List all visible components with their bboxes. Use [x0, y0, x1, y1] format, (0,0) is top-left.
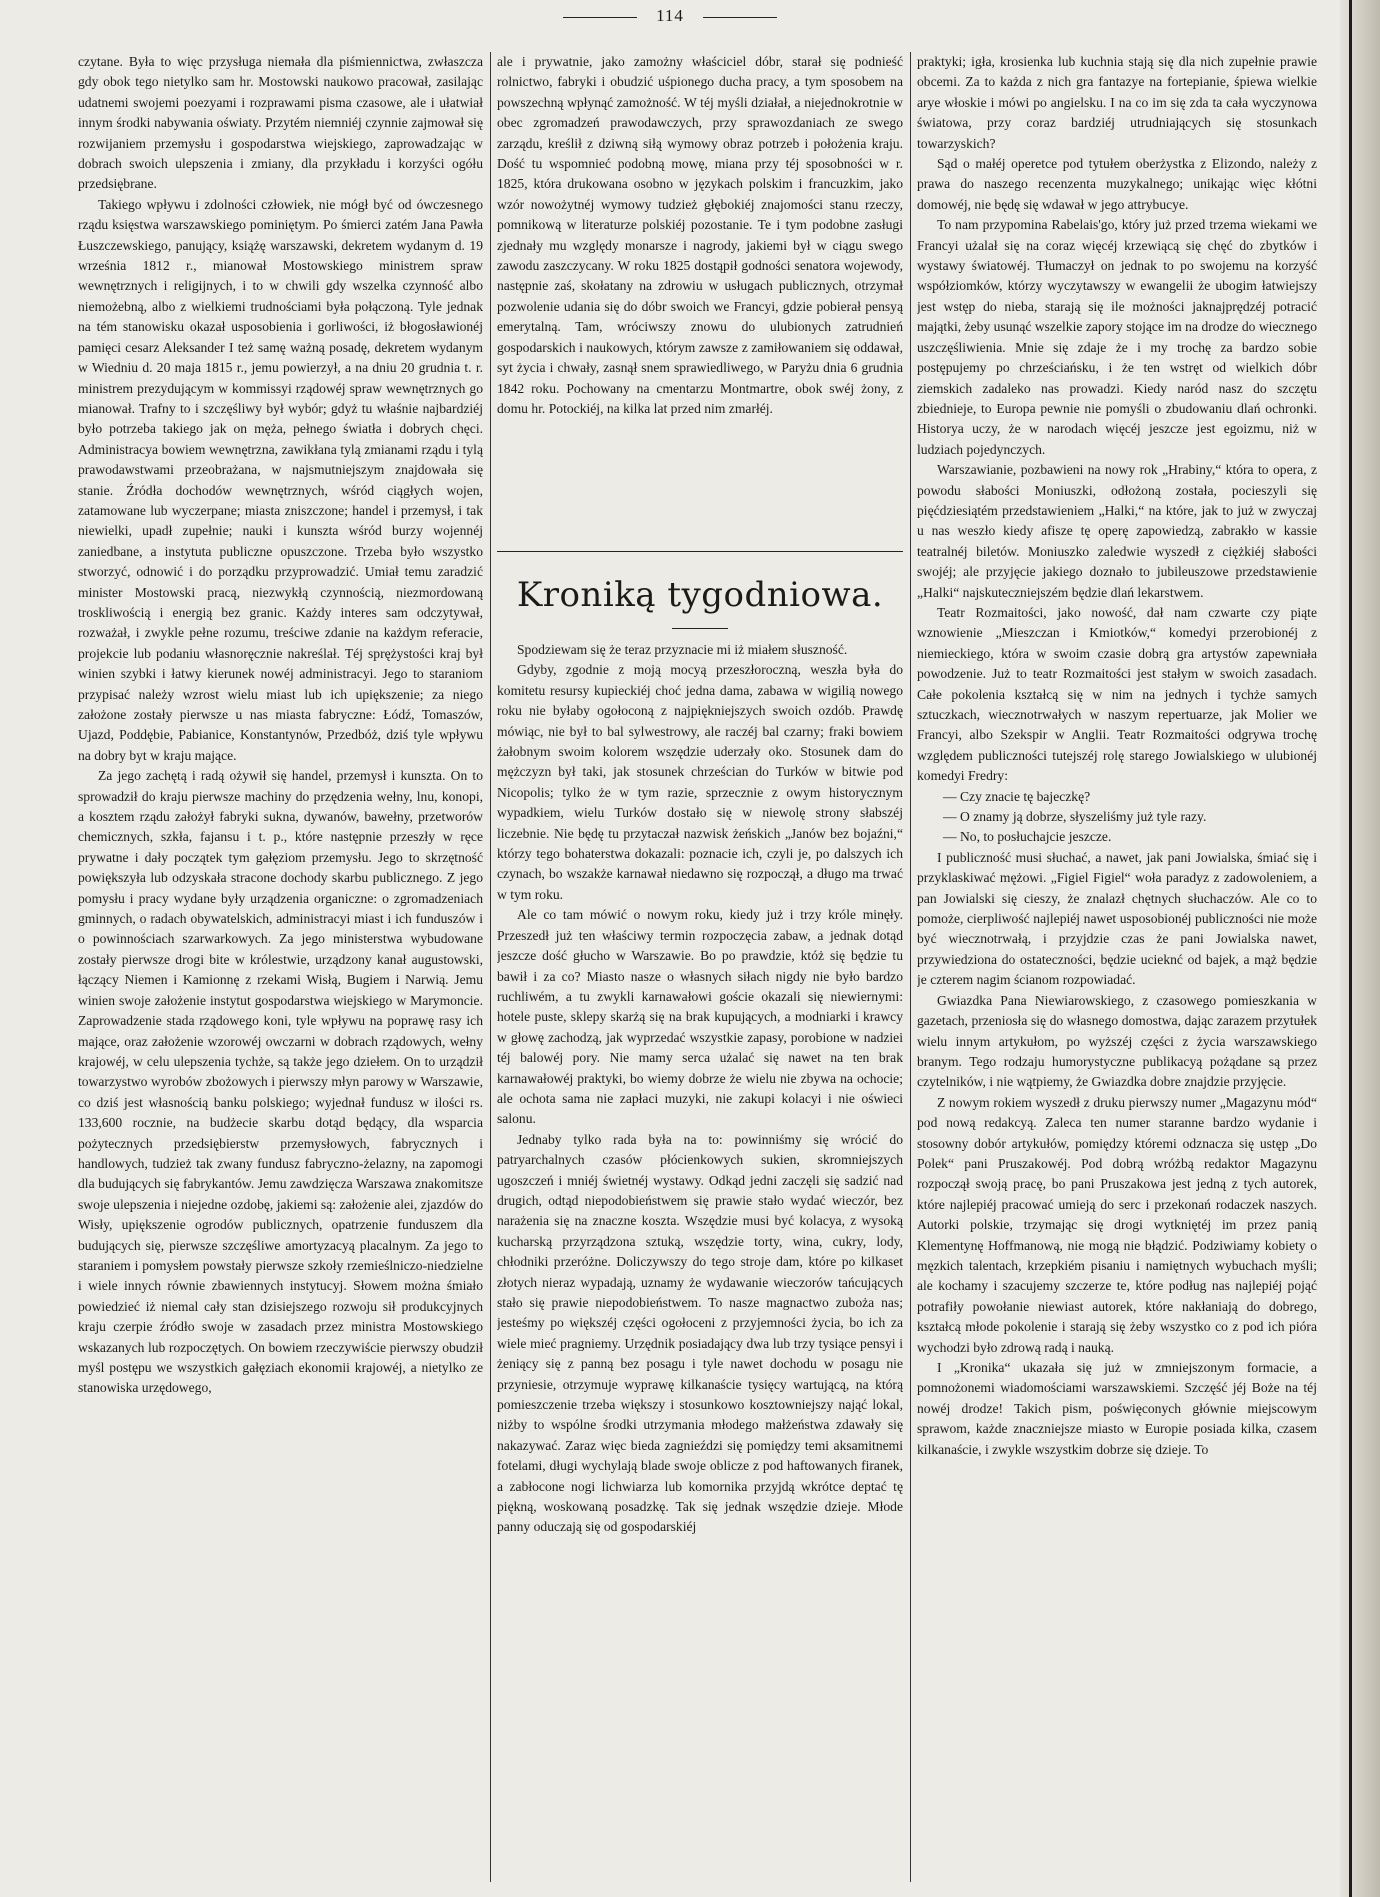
section-rule [497, 551, 903, 552]
column-3-paragraph: Teatr Rozmaitości, jako nowość, dał nam czwarte czy piąte wznowienie „Mieszczan i Kmiotków,“ komedyi przerobionéj z niemieckiego, która w swoim czasie dobrą gra artystów zapewniała powodzenie. Już to teatr Rozmaitości jest stałym w swoich zasadach. Całe pokolenia kształcą się w nim na jednych i tychże samych sztuczkach, wiecznotrwałych w naszym repertuarze, jak Molier we Francyi, albo Szekspir w Anglii. Teatr Rozmaitości odgrywa trochę względem publiczności tutejszéj rolę starego Jowialskiego w ulubionéj komedyi Fredry: [917, 604, 1317, 784]
column-3-paragraph: Gwiazdka Pana Niewiarowskiego, z czasowego pomieszkania w gazetach, przeniosła się do własnego domostwa, dając zarazem przytułek wielu innym artykułom, po wyższéj części z życia warszawskiego branym. Tego rodzaju humorystyczne publikacyą pożądane są przez czytelników, i nie wątpiemy, że Gwiazdka dobre znajdzie przyjęcie. [917, 992, 1317, 1090]
kronika-paragraph: Spodziewam się że teraz przyznacie mi iż miałem słuszność. [517, 642, 848, 657]
column-3-paragraph: I publiczność musi słuchać, a nawet, jak pani Jowialska, śmiać się i przyklaskiwać mężowi. „Figiel Figiel“ woła paradyz z zadowoleniem, a pan Jowialski się cieszy, że znalazł chętnych słuchaczów. Ale co to pomoże, cierpliwość najlepiéj nawet usposobionéj publiczności nie może być wiecznotrwałą, i przyjdzie czas że pani Jowialska nawet, przywiedziona do ostateczności, będzie ucieknć od bajek, a mąż będzie je czterem nagim ścianom rozpowiadać. [917, 849, 1317, 988]
column-3-paragraph: I „Kronika“ ukazała się już w zmniejszonym formacie, a pomnożonemi wiadomościami warszawskiemi. Szczęść jéj Boże na téj nowéj drodze! Takich pism, poświęconych głównie miejscowym sprawom, każde znaczniejsze miasto w Europie posiada kilka, czasem kilkanaście, i zwykle wszystkim dobrze się dzieje. To [917, 1360, 1317, 1457]
column-rule-2 [910, 52, 911, 1882]
column-rule-1 [490, 52, 491, 1882]
folio-dash-left [563, 17, 637, 18]
page-folio [0, 6, 1340, 26]
dialog-block [917, 787, 1317, 848]
column-1-paragraph: Za jego zachętą i radą ożywił się handel, przemysł i kunszta. On to sprowadził do kraju pierwsze machiny do przędzenia wełny, lnu, konopi, a kosztem rządu założył fabryki sukna, dywanów, bawełny, przetworów chemicznych, szkła, fajansu i t. p., które następnie przeszły w ręce prywatne i dały początek tym gałęziom przemysłu. Jego to skrzętność powiększyła lub odzyskała stracone dochody skarbu publicznego. Z jego pomysłu i pracy wydane były urządzenia organiczne: o zgromadzeniach gminnych, o radach obywatelskich, administracyi miast i ich funduszów i o powinnościach szarwarkowych. Za jego ministerstwa wybudowane zostały pierwsze drogi bite w królestwie, urządzony kanał augustowski, łączący Niemen i Kamionnę z rzekami Wisłą, Bugiem i Narwią. Jemu winien swoje założenie instytut gospodarstwa wiejskiego w Marymoncie. Zaprowadzenie stada rządowego koni, tyle wpływu na poprawę rasy ich mające, oraz założenie wzorowéj owczarni w dobrach rządowych, wełny krajowéj, w celu ulepszenia tychże, są także jego dziełem. On to urządził towarzystwo wyrobów zbożowych i pierwszy młyn parowy w Warszawie, co dziś jest własnością banku polskiego; wyjednał fundusz w ilości rs. 133,600 rocznie, na budżecie skarbu dotąd będący, dla wsparcia pożytecznych przedsiębierstw przemysłowych, fabrycznych i handlowych, tudzież tak zwany fundusz fabryczno-żelazny, na zapomogi dla budujących się fabrykantów. Jemu zawdzięcza Warszawa znakomitsze swoje ulepszenia i niejedne ozdobę, jakiemi są: założenie alei, zjazdów do Wisły, upiększenie ogrodów publicznych, opatrzenie funduszem dla budujących się, pierwsze szczęśliwe amortyzacyą placalnym. Za jego to staraniem i pomysłem powstały pierwsze szkoły rzemieślniczo-niedzielne i wiele innych równie zbawiennych instytucyj. Słowem można śmiało powiedzieć iż niemal cały stan dzisiejszego rozwoju sił produkcyjnych kraju czerpie źródło swoje w zasadach przez ministra Mostowskiego wskazanych lub rozpoczętych. On bowiem rzeczywiście pierwszy obudził myśl postępu we wszystkich gałęziach ekonomii krajowéj, a nietylko ze stanowiska urzędowego, [78, 768, 483, 1396]
column-3-paragraph: Warszawianie, pozbawieni na nowy rok „Hrabiny,“ która to opera, z powodu słabości Moniuszki, odłożoną została, pocieszyli się pięćdziesiątém przedstawieniem „Halki,“ na które, jak to już w zwyczaj u nas weszło kiedy afisze tę operę zapowiedzą, zabrakło w kassie teatralnéj biletów. Moniuszko zaledwie wyszedł z ciężkiéj słabości swojéj; ale przyjęcie jakiego doznało to jubileuszowe przedstawienie „Halki“ najskuteczniejszém będzie dlań lekarstwem. [917, 462, 1317, 600]
kronika-paragraph: Ale co tam mówić o nowym roku, kiedy już i trzy króle minęły. Przeszedł już ten właściwy termin rozpoczęcia zabaw, a jednak dotąd jeszcze dość głucho w Warszawie. Bo po prawdzie, któż się będzie tu bawił i za co? Miasto nasze o własnych siłach nigdy nie było bardzo ruchliwém, a tu zwykli karnawałowi goście okazali się niewiernymi: hotele puste, sklepy skarżą się na brak kupujących, a modniarki i krawcy w głowę zachodzą, jak wyprzedać wszystkie zapasy, porobione w nadziei téj balowéj pory. Nie mamy serca użalać się nawet na ten brak karnawałowéj praktyki, bo wiemy dobrze że wielu nie zbywa na ochocie; ale ochota sama nie zapłaci muzyki, nie zakupi kolacyi i nie oświeci salonu. [497, 907, 903, 1127]
column-2-paragraph: ale i prywatnie, jako zamożny właściciel dóbr, starał się podnieść rolnictwo, fabryki i obudzić uśpionego ducha pracy, a tym sposobem na powszechną wpłynąć zamożność. W téj myśli działał, a niejednokrotnie w obec zgromadzeń prawodawczych, przy sprawozdaniach ze swego zarządu, kreślił z dziwną siłą wymowy obraz potrzeb i położenia kraju. Dość tu wspomnieć podobną mowę, miana przy téj sposobności w r. 1825, która drukowana osobno w językach polskim i francuzkim, jako wzór nowożytnéj wymowy tudzież głębokiéj znajomości stanu rzeczy, pomnikową w literaturze polskiéj pozostanie. Te i tym podobne zasługi zjednały mu względy monarsze i nagrody, jakiemi był w ciągu swego zawodu zaszczycany. W roku 1825 dostąpił godności senatora wojewody, następnie zaś, skołatany na zdrowiu w usługach publicznych, otrzymał pozwolenie udania się do dóbr swoich we Francyi, gdzie pobierał pensyą emerytalną. Tam, wróciwszy znowu do ulubionych zatrudnień gospodarskich i naukowych, którym zawsze z zamiłowaniem się oddawał, syt życia i chwały, zasnął snem sprawiedliwego, w Paryżu dnia 6 grudnia 1842 roku. Pochowany na cmentarzu Montmartre, obok swéj żony, z domu hr. Potockiéj, na kilka lat przed nim zmarłéj. [497, 54, 903, 416]
page-number: 114 [656, 6, 684, 25]
kronika-paragraph: Jednaby tylko rada była na to: powinniśmy się wrócić do patryarchalnych czasów płócienkowych sukien, skromniejszych ugoszczeń i mniéj świetnéj wystawy. Odkąd jedni zaczęli się sadzić nad drugich, odtąd niepodobieństwem się prawie stało wydać wieczór, bez narażenia się na znaczne koszta. Wszędzie musi być kolacya, z wysoką kucharską przyrządzona sztuką, wszędzie torty, wina, cukry, lody, chłodniki przeróżne. Doliczywszy do tego stroje dam, które po kilkaset złotych nieraz wypadają, uznamy że wydawanie wieczorów tańcujących stało się prawie niepodobieństwem. To nasze magnactwo zuboża nas; jesteśmy po większéj części ogołoceni z przyjemności życia, bo ich za wiele mieć pragniemy. Urzędnik posiadający dwa lub trzy tysiące pensyi i żeniący się z panną bez posagu i tyle nawet dochodu w posagu nie przyniesie, otrzymuje wyprawę kilkanaście tysięcy wartującą, na którą pomieszczenie trzeba większy i stosunkowo kosztowniejszy nająć lokal, niżby to wspólne środki utrzymania młodego małżeństwa zdawały się nakazywać. Zaraz więc bieda zagnieździ się pomiędzy temi aksamitnemi fotelami, długi wychylają blade swoje oblicze z pod haftowanych firanek, a zabłocone nogi lichwiarza lub komornika przyjdą wkrótce deptać tę piękną, woskowaną posadzkę. Tak się jednak wszędzie dzieje. Młode panny oduczają się od gospodarskiéj [497, 1131, 903, 1535]
dialog-line: — No, to posłuchajcie jeszcze. [943, 829, 1112, 845]
folio-dash-right [703, 17, 777, 18]
column-1-paragraph: Takiego wpływu i zdolności człowiek, nie mógł być od ówczesnego rządu księstwa warszawskiego pominiętym. Po śmierci zatém Jana Pawła Łuszczewskiego, panujący, książę warszawski, dekretem wydanym d. 19 września 1812 r., mianował Mostowskiego ministrem spraw wewnętrznych i religijnych, i to w chwili gdy wszelka czynność albo niemożebną, albo z wielkiemi trudnościami była połączoną. Tyle jednak na tém stanowisku okazał usposobienia i gorliwości, iż błogosławionéj pamięci cesarz Aleksander I też samę ważną posadę, dekretem wydanym w Wiedniu d. 20 maja 1815 r., jemu powierzył, a na dniu 20 grudnia t. r. ministrem prezydującym w kommissyi rządowéj spraw wewnętrznych go mianował. Trafny to i szczęśliwy był wybór; gdyż tu właśnie najbardziéj było potrzeba takiego jak on męża, pełnego światła i dobrych chęci. Administracya bowiem wewnętrzna, zawikłana tylą zmianami rządu i tylą prawodawstwami przeobrażana, w najsmutniejszym znajdowała się stanie. Źródła dochodów wewnętrznych, wśród ciągłych wojen, zatamowane lub wyczerpane; miasta zniszczone; handel i przemysł, i tak niewielki, upadł zupełnie; nauki i kunszta wśród burzy wojennéj zaniedbane, a instytuta publiczne opuszczone. Trzeba było wszystko stworzyć, odnowić i do porządku przyprowadzić. Umiał temu zaradzić minister Mostowski pracą, niezwykłą czynnością, niezmordowaną troskliwością i energią bez granic. Każdy interes sam odczytywał, rozważał, i zwykle pełne rozumu, treściwe zdanie na każdym referacie, projekcie lub podaniu własnoręcznie nakreślał. Téj sprężystości kraj był winien szybki i łatwy kierunek nowéj administracyi. Jego to staraniom przypisać należy wzrost wielu miast lub ich upiększenie; za niego założone zostały pierwsze u nas miasta fabryczne: Łódź, Tomaszów, Ujazd, Poddębie, Pabianice, Konstantynów, Przedbóż, dziś tyle wpływu na dobry byt w kraju mające. [78, 196, 483, 763]
column-3-paragraph: praktyki; igła, krosienka lub kuchnia stają się dla nich zupełnie prawie obcemi. Za to każda z nich gra fantazye na fortepianie, śpiewa wielkie arye włoskie i mówi po angielsku. I na co im się zda ta cała wyczynowa światowa, przy coraz bardziéj utrudniających się stosunkach towarzyskich? [917, 54, 1317, 151]
kronika-body [497, 640, 903, 1882]
column-1 [78, 52, 483, 1882]
kronika-paragraph: Gdyby, zgodnie z moją mocyą przeszłoroczną, weszła była do komitetu resursy kupieckiéj choć jedna dama, zabawa w wigilią nowego roku nie byłaby ogołoconą z najpiękniejszych swoich ozdób. Prawdę mówiąc, nie był to bal sylwestrowy, ale raczéj bal czarny; fraki bowiem żałobnym swoim kolorem wszędzie uderzały oko. Stosunek dam do mężczyzn był taki, jak stosunek chrześcian do Turków w bitwie pod Nicopolis; tylko że w tym razie, sprzecznie z owym historycznym wypadkiem, wielu Turków dostało się w niewolę strony słabszéj liczebnie. Nie będę tu przytaczał nazwisk żeńskich „Janów bez bojaźni,“ którzy tego bohaterstwa dokazali: poznacie ich, czyli je, po dalszych ich czynach, bo wszakże karnawał niedawno się rozpoczął, a długo ma trwać w tym roku. [497, 662, 903, 902]
column-3 [917, 52, 1317, 1882]
binding-shadow [1349, 0, 1352, 1897]
page-edge [1340, 0, 1380, 1897]
dialog-line: — Czy znacie tę bajeczkę? [943, 788, 1091, 804]
column-3-paragraph: Sąd o małéj operetce pod tytułem oberżystka z Elizondo, należy z prawa do naszego recenzenta muzykalnego; unikając więc kłótni domowéj, nie będę się wdawał w jego attrybucye. [917, 156, 1317, 212]
column-3-paragraph: Z nowym rokiem wyszedł z druku pierwszy numer „Magazynu mód“ pod nową redakcyą. Zaleca ten numer staranne bardzo wydanie i stosowny dobór artykułów, pomiędzy któremi odznacza się ustęp „Do Polek“ pani Pruszakowéj. Pod dobrą wróżbą redaktor Magazynu rozpoczął swoją pracę, bo pani Pruszakowa jest jedną z tych autorek, które najlepiéj pracować umieją do serc i przekonań rodaczek naszych. Autorki polskie, trzymając się drogi wytkniętéj im przez panią Klementynę Hoffmanową, nie mogą nie błądzić. Podziwiamy kobiety o męzkich talentach, krzepkiém pisaniu i namiętnych wybuchach myśli; ale kochamy i szacujemy szczerze te, które podług nas najlepiéj pojąć potrafiły powołanie niewiast autorek, które nakłaniają do dobrego, kształcą młode pokolenie i starają się żeby wszystko co z pod ich pióra wychodzi było zdrową radą i nauką. [917, 1094, 1317, 1355]
kronika-heading: Kroniką tygodniowa. [516, 575, 884, 615]
dialog-line: — O znamy ją dobrze, słyszeliśmy już tyle razy. [943, 809, 1207, 825]
heading-underline [672, 628, 728, 629]
column-3-paragraph: To nam przypomina Rabelais'go, który już przed trzema wiekami we Francyi użalał się na coraz więcéj krzewiącą się chęć do zbytków i wystawy światowéj. Tłumaczył on jednak to po swojemu na korzyść współziomków, którzy wyczytawszy w ewangelii że ubogim łatwiejszy jest wstęp do nieba, starają się ile możności jaknajprędzéj potracić majątki, żeby usunąć wszelkie zapory stojące im na drodze do wiecznego uszczęśliwienia. Mnie się zdaje że i my trochę za bardzo sobie postępujemy po chrześciańsku, i że ten wstręt od wielkich dóbr ziemskich zadaleko nas prowadzi. Kiedy naród nasz do szczętu zbiednieje, to Europa pewnie nie pomyśli o zbudowaniu dlań ochronki. Historya uczy, że w narodach więcéj jeszcze jest egoizmu, niż w ludziach pojedynczych. [917, 217, 1317, 457]
column-2-top [497, 52, 903, 552]
column-1-paragraph: czytane. Była to więc przysługa niemała dla piśmiennictwa, zwłaszcza gdy obok tego nietylko sam hr. Mostowski naukowo pracował, zasilając udatnemi swojemi poezyami i rozprawami pisma czasowe, ale i ułatwiał innym środki nabywania oświaty. Przytém niemniéj czynnie zajmował się rozwijaniem przemysłu i gospodarstwa wiejskiego, zaprowadzając w dobrach swoich ulepszenia i zmiany, dla przykładu i korzyści ogółu przedsiębrane. [78, 54, 483, 192]
